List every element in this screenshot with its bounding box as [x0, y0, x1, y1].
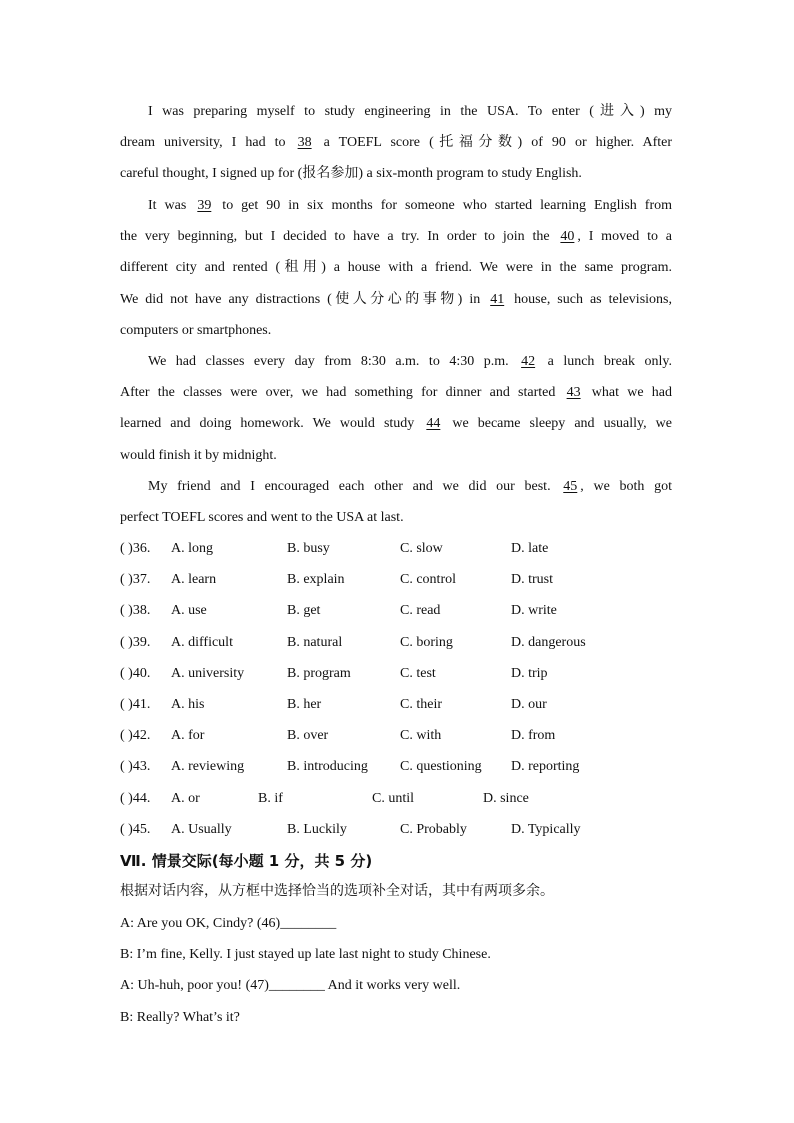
- question-row: [120, 533, 680, 564]
- option-a[interactable]: A. university: [171, 665, 245, 681]
- passage-paragraph-3: [120, 346, 672, 471]
- option-a[interactable]: A. or: [171, 790, 200, 806]
- option-b[interactable]: B. program: [287, 665, 351, 681]
- passage-line: would finish it by midnight.: [120, 447, 277, 463]
- option-c[interactable]: C. their: [400, 696, 442, 712]
- passage-paragraph-2: [120, 190, 672, 346]
- option-c[interactable]: C. Probably: [400, 821, 467, 837]
- section-title: Ⅶ. 情景交际(每小题 1 分，共 5 分): [120, 852, 373, 870]
- option-b[interactable]: B. explain: [287, 572, 345, 588]
- passage-line: computers or smartphones.: [120, 322, 272, 338]
- option-a[interactable]: A. learn: [171, 572, 217, 588]
- question-row: [120, 627, 680, 658]
- option-b[interactable]: B. natural: [287, 634, 343, 650]
- dialog-line: A: Are you OK, Cindy? (46)________: [120, 916, 337, 931]
- option-a[interactable]: A. long: [171, 541, 213, 556]
- passage-line: After the classes were over, we had something for dinner and started 43 what we had: [120, 377, 672, 408]
- question-row: [120, 751, 680, 782]
- option-b[interactable]: B. Luckily: [287, 821, 347, 837]
- option-d[interactable]: D. trip: [511, 665, 548, 681]
- question-number[interactable]: ( )36.: [120, 541, 151, 556]
- option-d[interactable]: D. Typically: [511, 821, 581, 837]
- dialog: [120, 908, 491, 1033]
- passage-line: learned and doing homework. We would study 44 we became sleepy and usually, we: [120, 408, 672, 439]
- option-d[interactable]: D. late: [511, 541, 549, 556]
- passage-line: My friend and I encouraged each other and we did our best. 45 , we both got: [120, 471, 672, 502]
- question-number[interactable]: ( )38.: [120, 603, 151, 619]
- option-a[interactable]: A. use: [171, 603, 207, 619]
- option-c[interactable]: C. questioning: [400, 759, 482, 775]
- option-a[interactable]: A. reviewing: [171, 759, 245, 775]
- question-number[interactable]: ( )42.: [120, 728, 151, 744]
- option-b[interactable]: B. introducing: [287, 759, 368, 775]
- passage-line: different city and rented (租用) a house with a friend. We were in the same program.: [120, 260, 672, 276]
- question-row: [120, 658, 680, 689]
- question-number[interactable]: ( )44.: [120, 790, 151, 806]
- option-b[interactable]: B. get: [287, 603, 321, 619]
- option-c[interactable]: C. read: [400, 603, 441, 619]
- question-number[interactable]: ( )45.: [120, 821, 151, 837]
- blank-39[interactable]: 39: [197, 198, 212, 213]
- passage-line: careful thought, I signed up for (报名参加) a six-month program to study English.: [120, 166, 582, 182]
- passage-line: We had classes every day from 8:30 a.m. to 4:30 p.m. 42 a lunch break only.: [120, 346, 672, 377]
- blank-41[interactable]: 41: [490, 291, 505, 307]
- question-row: [120, 720, 680, 751]
- blank-43[interactable]: 43: [566, 385, 581, 401]
- option-a[interactable]: A. difficult: [171, 634, 233, 650]
- passage-paragraph-4: [120, 471, 672, 533]
- question-number[interactable]: ( )41.: [120, 696, 151, 712]
- option-a[interactable]: A. Usually: [171, 821, 232, 837]
- question-number[interactable]: ( )43.: [120, 759, 151, 775]
- option-c[interactable]: C. until: [372, 790, 415, 806]
- option-d[interactable]: D. our: [511, 696, 547, 712]
- dialog-line: B: I’m fine, Kelly. I just stayed up late last night to study Chinese.: [120, 947, 491, 963]
- option-d[interactable]: D. trust: [511, 572, 553, 588]
- blank-42[interactable]: 42: [521, 354, 536, 369]
- question-row: [120, 814, 680, 845]
- passage-line: We did not have any distractions (使人分心的事物) in 41 house, such as televisions,: [120, 284, 672, 315]
- option-a[interactable]: A. for: [171, 728, 205, 744]
- question-row: [120, 783, 680, 814]
- question-number[interactable]: ( )37.: [120, 572, 151, 588]
- option-c[interactable]: C. test: [400, 665, 436, 681]
- option-c[interactable]: C. slow: [400, 541, 443, 556]
- option-a[interactable]: A. his: [171, 696, 205, 712]
- question-number[interactable]: ( )40.: [120, 665, 151, 681]
- question-row: [120, 689, 680, 720]
- passage-line: It was 39 to get 90 in six months for someone who started learning English from: [120, 190, 672, 221]
- option-b[interactable]: B. if: [258, 790, 283, 806]
- passage-line: I was preparing myself to study engineering in the USA. To enter (进入) my: [148, 104, 672, 119]
- dialog-line: B: Really? What’s it?: [120, 1009, 240, 1025]
- blank-44[interactable]: 44: [426, 416, 441, 432]
- question-row: [120, 595, 680, 626]
- option-b[interactable]: B. over: [287, 728, 329, 744]
- question-row: [120, 564, 680, 595]
- passage-paragraph-1: [120, 96, 672, 190]
- passage-line: perfect TOEFL scores and went to the USA at last.: [120, 510, 404, 526]
- passage-line: the very beginning, but I decided to have a try. In order to join the 40 , I moved to a: [120, 221, 672, 252]
- dialog-line: A: Uh-huh, poor you! (47)________ And it works very well.: [120, 978, 461, 994]
- option-c[interactable]: C. control: [400, 572, 456, 588]
- option-d[interactable]: D. dangerous: [511, 634, 586, 650]
- blank-45[interactable]: 45: [563, 479, 578, 494]
- option-d[interactable]: D. from: [511, 728, 556, 744]
- option-b[interactable]: B. busy: [287, 541, 330, 556]
- passage-line: dream university, I had to 38 a TOEFL score (托福分数) of 90 or higher. After: [120, 127, 672, 158]
- option-d[interactable]: D. since: [483, 790, 529, 806]
- option-c[interactable]: C. boring: [400, 634, 453, 650]
- question-number[interactable]: ( )39.: [120, 634, 151, 650]
- blank-40[interactable]: 40: [560, 229, 575, 245]
- question-options: [120, 533, 680, 845]
- option-b[interactable]: B. her: [287, 696, 322, 712]
- blank-38[interactable]: 38: [297, 135, 312, 151]
- option-c[interactable]: C. with: [400, 728, 442, 744]
- option-d[interactable]: D. reporting: [511, 759, 580, 775]
- section-instruction: 根据对话内容，从方框中选择恰当的选项补全对话，其中有两项多余。: [120, 883, 554, 899]
- option-d[interactable]: D. write: [511, 603, 557, 619]
